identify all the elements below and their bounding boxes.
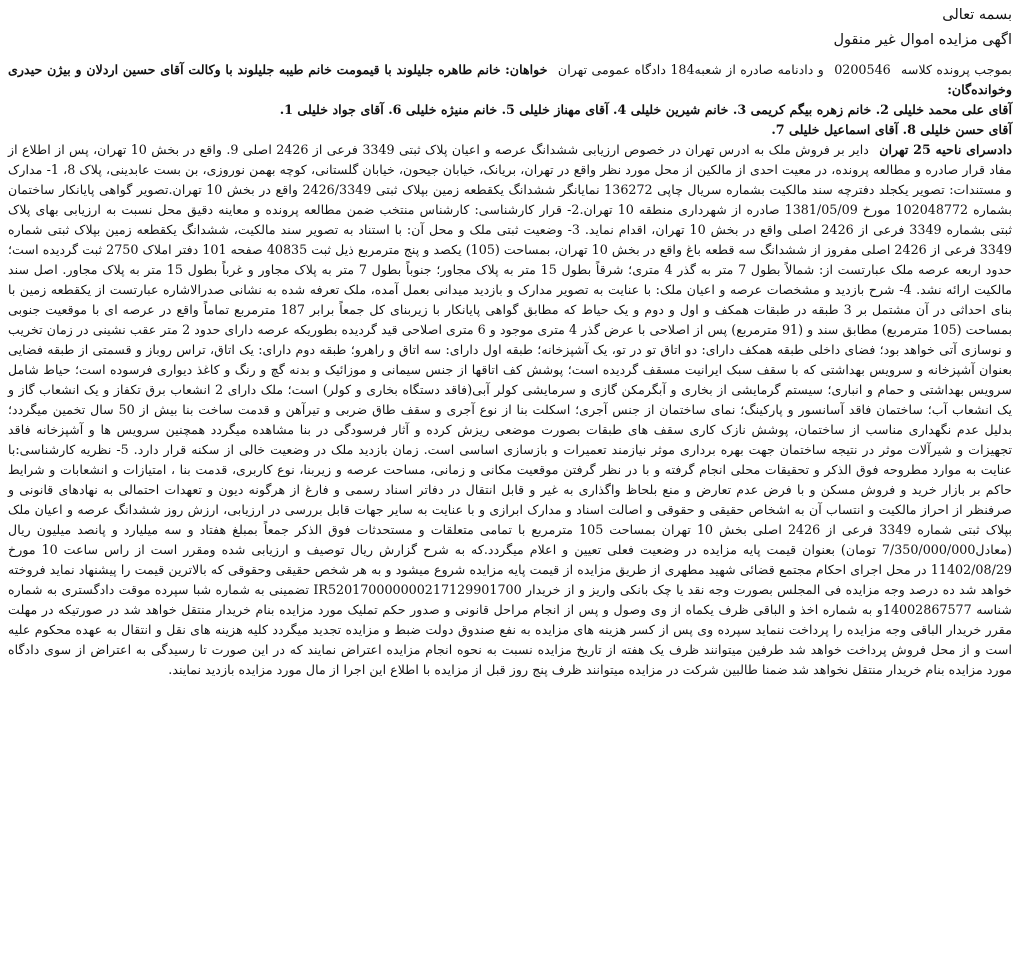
court-ref: و دادنامه صادره از شعبه184 دادگاه عمومی تهران	[557, 62, 824, 77]
basmala: بسمه تعالی	[942, 7, 1012, 23]
plaintiffs: خانم طاهره جلیلوند با قیمومت خانم طیبه جلیلوند با وکالت آقای حسین اردلان و بیژن حیدری وخوانده‌گان:	[8, 62, 1012, 97]
defendants-line-2: آقای حسن خلیلی 8. آقای اسماعیل خلیلی 7.	[771, 122, 1012, 137]
prosecutor-office: دادسرای ناحیه 25 تهران	[879, 142, 1012, 157]
plaintiffs-label: خواهان:	[505, 62, 548, 77]
notice-title: اگهی مزایده اموال غیر منقول	[833, 32, 1012, 48]
notice-body	[8, 60, 1012, 680]
notice-text: دایر بر فروش ملک به ادرس تهران در خصوص ارزیابی ششدانگ عرصه و اعیان پلاک ثبتی 3349 فرعی از 2426 اصلی 9. واقع در بخش 10 تهران، پس از اطلاع از مفاد قرار صادره و مطالعه پرونده، در معیت احدی از مالکین از محل مورد نظر واقع در تهران، بریانک، خیابان جیحون، خیابان گلستانی، کوچه بهمن نوروزی، بن بست عابدینی، پلاک 8، 1- مدارک و مستندات: تصویر یکجلد دفترچه سند مالکیت بشماره سریال چاپی 136272 نمایانگر ششدانگ یکقطعه زمین بپلاک ثبتی 2426/3349 واقع در بخش 10 تهران.تصویر گواهی پایانکار ساختمان بشماره 102048772 مورخ 1381/05/09 صادره از شهرداری منطقه 10 تهران.2- قرار کارشناسی: کارشناس منتخب ضمن مطالعه پرونده و معاینه دقیق محل نسبت به ارزیابی بهای پلاک ثبتی بشماره 3349 فرعی از 2426 اصلی واقع در بخش 10 تهران، اقدام نماید. 3- وضعیت ثبتی ملک و محل آن: با استناد به تصویر سند مالکیت، ششدانگ یکقطعه زمین بپلاک ثبتی شماره 3349 فرعی از 2426 اصلی مفروز از ششدانگ سه قطعه باغ واقع در بخش 10 تهران، بمساحت (105) یکصد و پنج مترمربع ذیل ثبت 40835 صفحه 101 دفتر املاک 2750 ثبت گردیده است؛ حدود اربعه عرصه ملک عبارتست از: شمالاً بطول 7 متر به گذر 4 متری؛ شرقاً بطول 15 متر به پلاک مجاور؛ جنوباً بطول 7 متر به پلاک مجاور و غرباً بطول 15 متر به پلاک مجاور. اصل سند مالکیت ارائه نشد. 4- شرح بازدید و مشخصات عرصه و اعیان ملک: با عنایت به تصویر مدارک و بازدید میدانی بعمل آمده، ملک تعرفه شده به نشانی صدرالاشاره عبارتست از یکقطعه زمین با بنای احداثی در آن مشتمل بر 3 طبقه در طبقات همکف و اول و دوم و یک حیاط که مطابق گواهی پایانکار با زیربنای کل جمعاً برابر 187 مترمربع تماماً واقع در عرصه ای با موقعیت جنوبی بمساحت (105 مترمربع) مطابق سند و (91 مترمربع) پس از اصلاحی با عرض گذر 4 متری موجود و 6 متری اصلاحی قید گردیده بطوریکه عرصه دارای حدود 2 متر عقب نشینی در زمان تخریب و نوسازی آتی خواهد بود؛ فضای داخلی طبقه همکف دارای: دو اتاق تو در تو، یک آشپزخانه؛ طبقه اول دارای: سه اتاق و راهرو؛ طبقه دوم دارای: یک اتاق، تراس روباز و قسمتی از طبقه فضایی بعنوان آشپزخانه و سرویس بهداشتی که با سقف سبک ایرانیت مسقف گردیده است؛ پوشش کف اتاقها از جنس سیمانی و موزائیک و بدنه گچ و رنگ و کاغذ دیواری فرسوده است؛ حیاط شامل سرویس بهداشتی و حمام و انباری؛ سیستم گرمایشی از بخاری و آبگرمکن گازی و سرمایشی کولر آبی(فاقد دستگاه بخاری و کولر) است؛ ملک دارای 2 انشعاب برق تکفاز و یک انشعاب گاز و یک انشعاب آب؛ ساختمان فاقد آسانسور و پارکینگ؛ نمای ساختمان از جنس آجری؛ اسکلت بنا از نوع آجری و سقف طاق ضربی و تیرآهن و قدمت ساخت بنا بیش از 50 سال تخمین میگردد؛ بدلیل عدم نگهداری مناسب از ساختمان، پوشش نازک کاری سقف های طبقات بصورت موضعی ریزش کرده و آثار فرسودگی در بنا مشاهده میگردد همچنین سرویس ها و آشپزخانه فاقد تجهیزات و شیرآلات موثر در نتیجه ساختمان جهت بهره برداری موثر نیازمند تعمیرات و بازسازی اساسی است. زمان بازدید ملک در وضعیت خالی از سکنه قرار دارد. 5- نظریه کارشناسی:با عنایت به موارد مطروحه فوق الذکر و تحقیقات محلی انجام گرفته و با در نظر گرفتن موقعیت مکانی و زمانی، مساحت عرصه و زیربنا، نوع کاربری، قدمت بنا ، امتیازات و انشعابات و شرایط حاکم بر بازار خرید و فروش مسکن و با فرض عدم تعارض و منع بلحاظ واگذاری به غیر و قابل انتقال در دفاتر اسناد رسمی و فارغ از هرگونه دیون و تعهدات احتمالی به نهادهای قانونی و صرفنظر از احراز مالکیت و انتساب آن به اشخاص حقیقی و حقوقی و اصالت اسناد و مدارک ابرازی و با عنایت به سایر جهات قابل بررسی در ارزیابی، ارزش روز ششدانگ عرصه و اعیان ملک بپلاک ثبتی شماره 3349 فرعی از 2426 اصلی بخش 10 تهران بمساحت 105 مترمربع با تمامی متعلقات و مستحدثات فوق الذکر جمعاً بمبلغ هفتاد و سه میلیارد و پانصد میلیون ریال (معادل7/350/000/000 تومان) بعنوان قیمت پایه مزایده در وضعیت فعلی تعیین و اعلام میگردد.که به شرح گزارش ریال توصیف و ارزیابی شده ومقرر است از راس ساعت 10 مورخ 11402/08/29 در محل اجرای احکام مجتمع قضائی شهید مطهری از طریق مزایده از قیمت پایه مزایده شروع میشود و به هر شخص حقیقی وحقوقی که بالاترین قیمت را پیشنهاد نماید فروخته خواهد شد ده درصد وجه مزایده فی المجلس بصورت وجه نقد یا چک بانکی واریز و از خریدار IR520170000000217129901700 تضمینی به شماره شبا سپرده موقت دادگستری به شماره شناسه 14002867577و به شماره اخذ و الباقی ظرف یکماه از وی وصول و پس از انجام مراحل قانونی و صدور حکم تملیک مورد مزایده بنام خریدار منتقل خواهد شد در صورتیکه در مهلت مقرر خریدار الباقی وجه مزایده را پرداخت ننماید سپرده وی پس از کسر هزینه های مزایده به نفع صندوق دولت ضبط و مزایده تجدید میگردد کلیه هزینه های نقل و انتقال به عهده محکوم علیه است و از محل فروش پرداخت خواهد شد طرفین میتوانند ظرف یک هفته از تاریخ مزایده نسبت به نحوه انجام مزایده اعتراض نمایند که در این صورت تا رسیدگی به اعتراض از سوی دادگاه مورد مزایده بنام خریدار منتقل نخواهد شد ضمنا طالبین شرکت در مزایده میتوانند ظرف پنج روز قبل از مزایده با اطلاع این اجرا از مال مورد مزایده بازدید نمایند.	[8, 142, 1013, 677]
case-prefix: بموجب پرونده کلاسه	[901, 62, 1012, 77]
case-number: 0200546	[834, 62, 891, 77]
defendants-line-1: آقای علی محمد خلیلی 2. خانم زهره بیگم کریمی 3. خانم شیرین خلیلی 4. آقای مهناز خلیلی 5. خانم منیژه خلیلی 6. آقای جواد خلیلی 1.	[279, 102, 1012, 117]
